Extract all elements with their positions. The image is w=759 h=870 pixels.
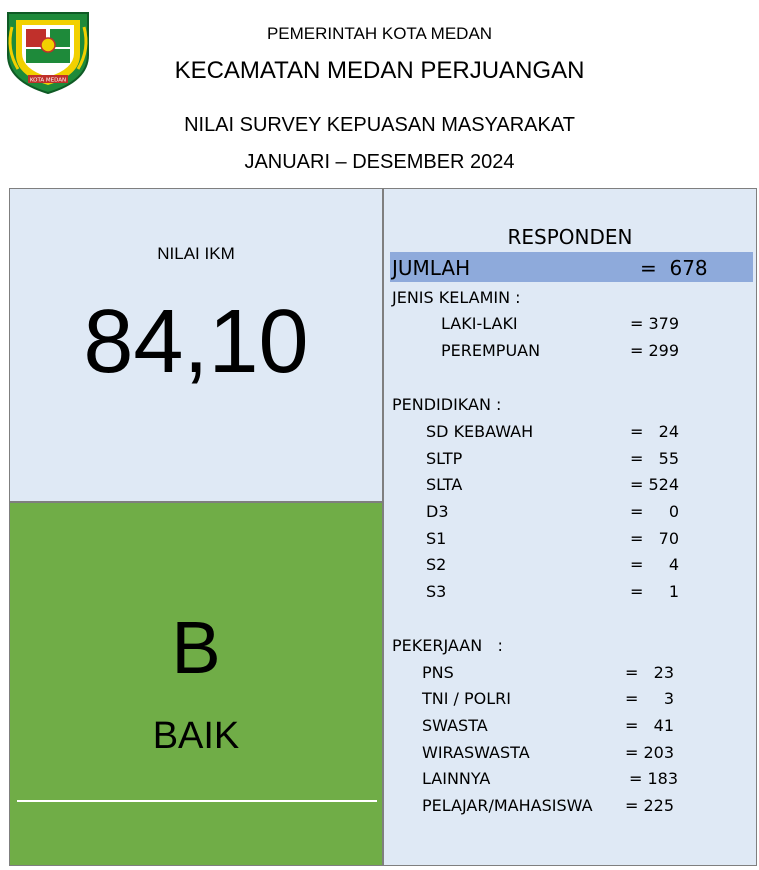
grade-letter: B <box>171 606 221 689</box>
occupation-value: = 41 <box>625 716 675 735</box>
education-label: SLTA <box>426 475 463 494</box>
education-heading: PENDIDIKAN : <box>392 395 502 414</box>
gender-label: PEREMPUAN <box>441 341 541 360</box>
logo-caption: KOTA MEDAN <box>29 77 67 84</box>
occupation-value: = 23 <box>625 663 675 682</box>
education-label: S3 <box>426 582 447 601</box>
education-value: = 70 <box>630 529 680 548</box>
total-label: JUMLAH <box>392 256 471 280</box>
education-value: = 55 <box>630 449 680 468</box>
education-label: SLTP <box>426 449 463 468</box>
education-label: S1 <box>426 529 447 548</box>
gender-value: = 299 <box>630 341 680 360</box>
grade-panel <box>9 502 383 866</box>
education-value: = 1 <box>630 582 680 601</box>
occupation-label: PNS <box>422 663 454 682</box>
education-label: S2 <box>426 555 447 574</box>
gender-value: = 379 <box>630 314 680 333</box>
occupation-label: SWASTA <box>422 716 488 735</box>
occupation-label: WIRASWASTA <box>422 743 530 762</box>
occupation-value: = 3 <box>625 689 675 708</box>
occupation-heading: PEKERJAAN : <box>392 636 503 655</box>
education-value: = 4 <box>630 555 680 574</box>
education-value: = 524 <box>630 475 680 494</box>
gender-heading: JENIS KELAMIN : <box>392 288 521 307</box>
respondents-panel <box>383 188 757 866</box>
total-value: = 678 <box>640 256 708 280</box>
gender-label: LAKI-LAKI <box>441 314 518 333</box>
grade-word: BAIK <box>152 715 240 757</box>
occupation-label: LAINNYA <box>422 769 491 788</box>
education-label: SD KEBAWAH <box>426 422 534 441</box>
government-name: PEMERINTAH KOTA MEDAN <box>266 24 493 43</box>
ikm-value: 84,10 <box>83 292 309 392</box>
respondents-title: RESPONDEN <box>507 225 633 249</box>
occupation-label: TNI / POLRI <box>422 689 512 708</box>
education-label: D3 <box>426 502 449 521</box>
district-name: KECAMATAN MEDAN PERJUANGAN <box>174 57 585 84</box>
ikm-panel <box>9 188 383 502</box>
occupation-label: PELAJAR/MAHASISWA <box>422 796 593 815</box>
survey-period: JANUARI – DESEMBER 2024 <box>244 151 515 173</box>
education-value: = 0 <box>630 502 680 521</box>
ikm-label: NILAI IKM <box>157 244 235 263</box>
survey-title: NILAI SURVEY KEPUASAN MASYARAKAT <box>184 114 575 136</box>
occupation-value: = 183 <box>629 769 679 788</box>
education-value: = 24 <box>630 422 680 441</box>
occupation-value: = 225 <box>625 796 675 815</box>
divider <box>17 800 377 802</box>
occupation-value: = 203 <box>625 743 675 762</box>
